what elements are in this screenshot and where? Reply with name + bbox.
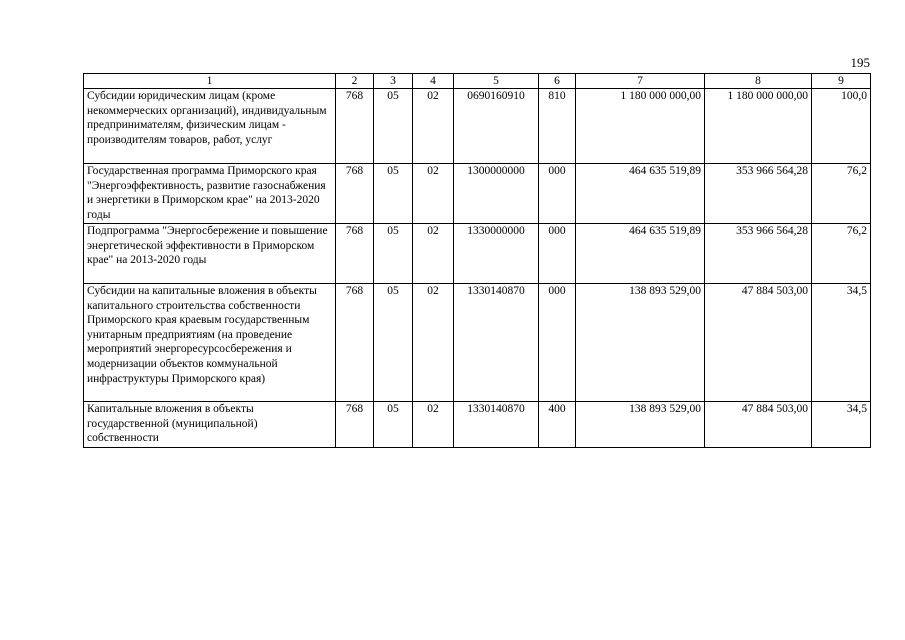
cell-ministry-code: 768 <box>336 224 374 284</box>
cell-target-article: 1300000000 <box>454 164 539 224</box>
column-header-8: 8 <box>705 74 812 89</box>
cell-section: 05 <box>374 164 413 224</box>
cell-percent: 100,0 <box>812 89 871 164</box>
row-name: Субсидии юридическим лицам (кроме некоммерческих организаций), индивидуальным предпринимателям, физическим лицам - производителям товаров, работ, услуг <box>84 89 336 164</box>
cell-target-article: 1330140870 <box>454 284 539 402</box>
cell-amount-planned: 464 635 519,89 <box>576 224 705 284</box>
cell-expense-type: 810 <box>539 89 576 164</box>
cell-expense-type: 000 <box>539 224 576 284</box>
cell-subsection: 02 <box>413 224 454 284</box>
column-header-2: 2 <box>336 74 374 89</box>
budget-table <box>83 73 871 448</box>
cell-ministry-code: 768 <box>336 164 374 224</box>
cell-expense-type: 000 <box>539 164 576 224</box>
column-header-1: 1 <box>84 74 336 89</box>
cell-subsection: 02 <box>413 402 454 448</box>
cell-expense-type: 000 <box>539 284 576 402</box>
cell-expense-type: 400 <box>539 402 576 448</box>
cell-subsection: 02 <box>413 164 454 224</box>
cell-amount-planned: 138 893 529,00 <box>576 284 705 402</box>
cell-amount-planned: 464 635 519,89 <box>576 164 705 224</box>
column-header-5: 5 <box>454 74 539 89</box>
row-name: Государственная программа Приморского края "Энергоэффективность, развитие газоснабжения и энергетики в Приморском крае" на 2013-2020 годы <box>84 164 336 224</box>
page-number: 195 <box>850 55 870 70</box>
column-header-7: 7 <box>576 74 705 89</box>
table-row <box>84 224 871 284</box>
table-row <box>84 284 871 402</box>
header-row <box>84 74 871 89</box>
table-row <box>84 402 871 448</box>
cell-section: 05 <box>374 284 413 402</box>
row-name: Капитальные вложения в объекты государственной (муниципальной) собственности <box>84 402 336 448</box>
cell-target-article: 1330000000 <box>454 224 539 284</box>
row-name: Подпрограмма "Энергосбережение и повышение энергетической эффективности в Приморском крае" на 2013-2020 годы <box>84 224 336 284</box>
cell-section: 05 <box>374 402 413 448</box>
cell-percent: 34,5 <box>812 284 871 402</box>
cell-ministry-code: 768 <box>336 284 374 402</box>
cell-amount-executed: 1 180 000 000,00 <box>705 89 812 164</box>
column-header-4: 4 <box>413 74 454 89</box>
cell-amount-executed: 47 884 503,00 <box>705 284 812 402</box>
table-row <box>84 89 871 164</box>
cell-subsection: 02 <box>413 89 454 164</box>
cell-percent: 34,5 <box>812 402 871 448</box>
table-row <box>84 164 871 224</box>
cell-amount-planned: 138 893 529,00 <box>576 402 705 448</box>
column-header-9: 9 <box>812 74 871 89</box>
cell-ministry-code: 768 <box>336 89 374 164</box>
cell-amount-executed: 353 966 564,28 <box>705 164 812 224</box>
cell-target-article: 1330140870 <box>454 402 539 448</box>
cell-section: 05 <box>374 89 413 164</box>
column-header-3: 3 <box>374 74 413 89</box>
cell-percent: 76,2 <box>812 224 871 284</box>
cell-amount-planned: 1 180 000 000,00 <box>576 89 705 164</box>
cell-section: 05 <box>374 224 413 284</box>
cell-amount-executed: 353 966 564,28 <box>705 224 812 284</box>
cell-amount-executed: 47 884 503,00 <box>705 402 812 448</box>
column-header-6: 6 <box>539 74 576 89</box>
cell-subsection: 02 <box>413 284 454 402</box>
cell-target-article: 0690160910 <box>454 89 539 164</box>
cell-ministry-code: 768 <box>336 402 374 448</box>
cell-percent: 76,2 <box>812 164 871 224</box>
row-name: Субсидии на капитальные вложения в объекты капитального строительства собственности Приморского края краевым государственным унитарным предприятиям (на проведение мероприятий энергоресурсосбережения и модернизации объектов коммунальной инфраструктуры Приморского края) <box>84 284 336 402</box>
